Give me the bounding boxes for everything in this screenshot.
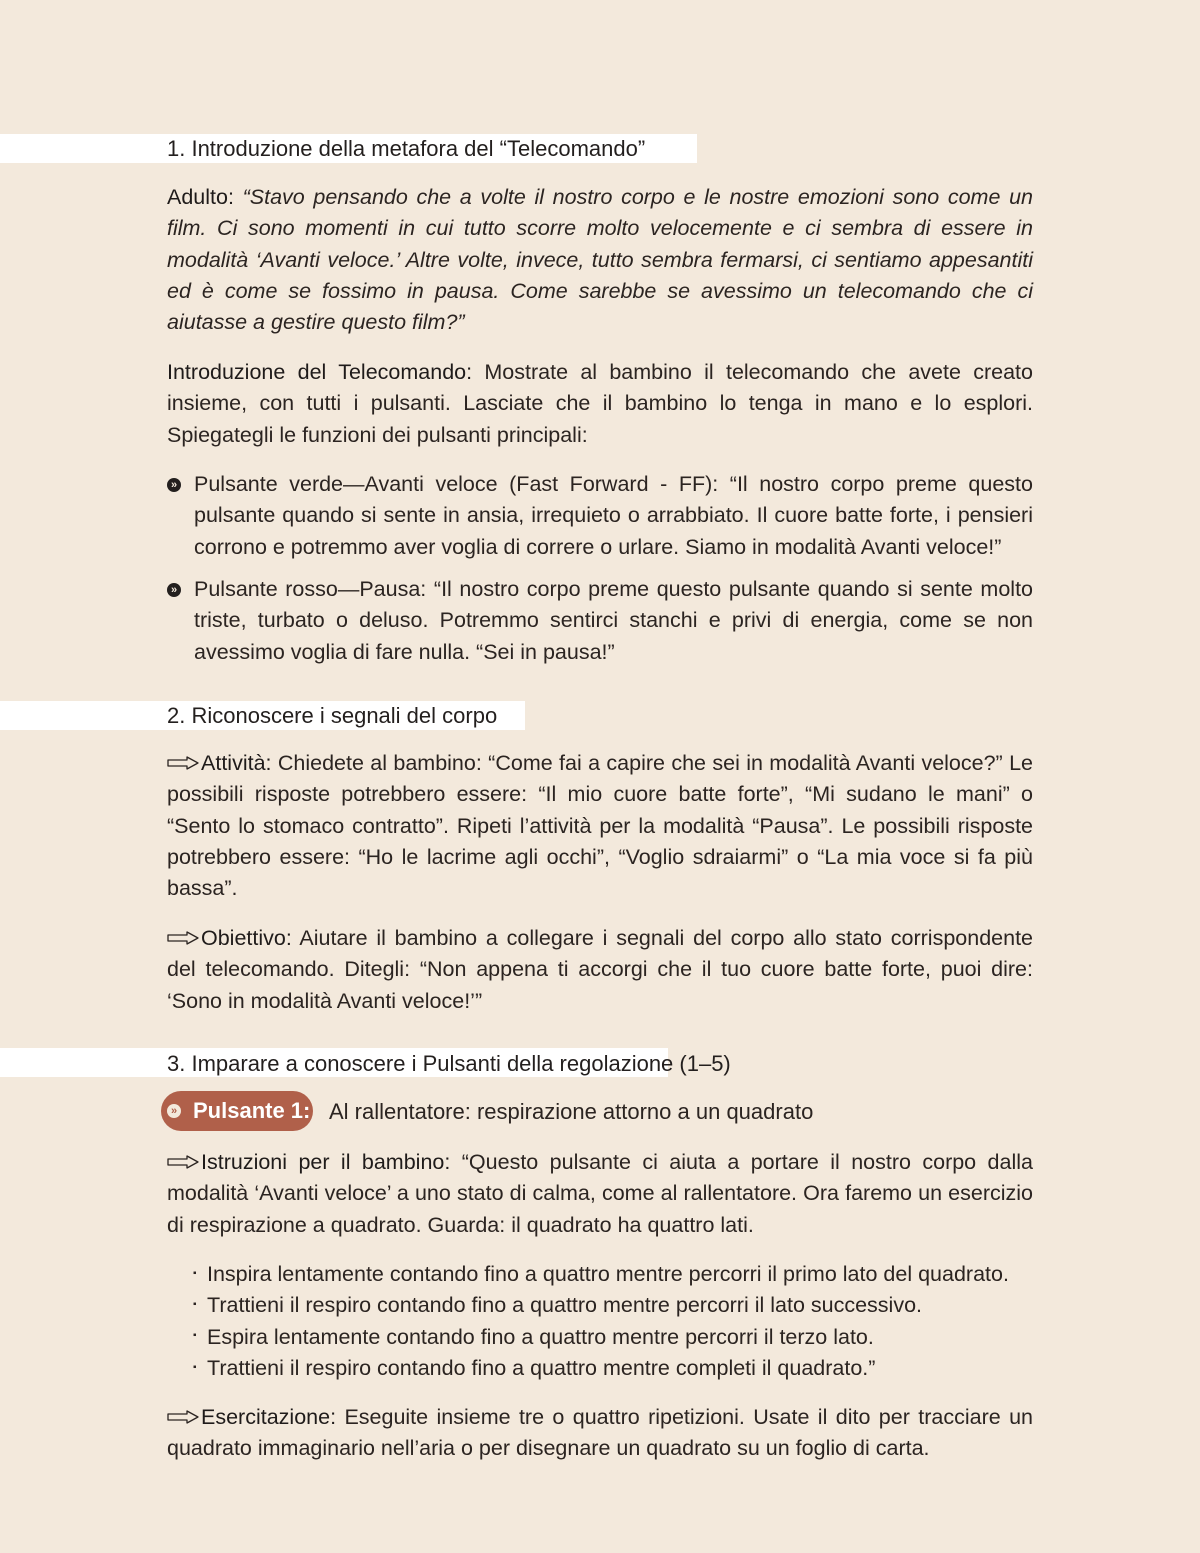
outline-arrow-icon	[167, 1410, 199, 1424]
bullet-red-button	[194, 574, 1033, 668]
outline-arrow-icon	[167, 756, 199, 770]
instructions-paragraph	[167, 1147, 1033, 1241]
outline-arrow-icon	[167, 1155, 199, 1169]
goal-label: Obiettivo:	[201, 926, 292, 950]
chevron-bullet-icon: »	[167, 583, 181, 597]
adult-label: Adulto:	[167, 185, 234, 209]
list-item: ▪ Trattieni il respiro contando fino a quattro mentre percorri il lato successivo.	[193, 1290, 1038, 1321]
section-3-heading: 3. Imparare a conoscere i Pulsanti della regolazione (1–5)	[167, 1051, 731, 1076]
chevron-bullet-icon: »	[167, 478, 181, 492]
exercise-text: Eseguite insieme tre o quattro ripetizioni. Usate il dito per tracciare un quadrato immaginario nell’aria o per disegnare un quadrato su un foglio di carta.	[167, 1405, 1033, 1461]
list-item: ▪ Inspira lentamente contando fino a quattro mentre percorri il primo lato del quadrato.	[193, 1259, 1038, 1290]
bullet-text: “Il nostro corpo preme questo pulsante quando si sente molto triste, turbato o deluso. Potremmo sentirci stanchi e privi di energia, come se non avessimo voglia di fare nulla. “Sei in pausa!”	[194, 577, 1033, 664]
instructions-text: “Questo pulsante ci aiuta a portare il nostro corpo dalla modalità ‘Avanti veloce’ a uno stato di calma, come al rallentatore. Ora faremo un esercizio di respirazione a quadrato. Guarda: il quadrato ha quattro lati.	[167, 1150, 1033, 1237]
intro-text: Mostrate al bambino il telecomando che avete creato insieme, con tutti i pulsanti. Lasciate che il bambino lo tenga in mano e lo esplori. Spiegategli le funzioni dei pulsanti principali:	[167, 360, 1033, 447]
activity-label: Attività:	[201, 751, 272, 775]
goal-text: Aiutare il bambino a collegare i segnali del corpo allo stato corrispondente del telecomando. Ditegli: “Non appena ti accorgi che il tuo cuore batte forte, puoi dire: ‘Sono in modalità Avanti veloce!’”	[167, 926, 1033, 1013]
exercise-label: Esercitazione:	[201, 1405, 337, 1429]
outline-arrow-icon	[167, 931, 199, 945]
instructions-label: Istruzioni per il bambino:	[201, 1150, 451, 1174]
section-1-heading: 1. Introduzione della metafora del “Telecomando”	[167, 136, 646, 161]
intro-paragraph	[167, 357, 1033, 451]
section-2-heading: 2. Riconoscere i segnali del corpo	[167, 703, 498, 728]
chevron-bullet-icon: »	[167, 1104, 181, 1118]
activity-text: Chiedete al bambino: “Come fai a capire che sei in modalità Avanti veloce?” Le possibili risposte potrebbero essere: “Il mio cuore batte forte”, “Mi sudano le mani” o “Sento lo stomaco contratto”. Ripeti l’attività per la modalità “Pausa”. Le possibili risposte potrebbero essere: “Ho le lacrime agli occhi”, “Voglio sdraiarmi” o “La mia voce si fa più bassa”.	[167, 751, 1033, 901]
exercise-paragraph	[167, 1402, 1033, 1465]
list-item: ▪ Espira lentamente contando fino a quattro mentre percorri il terzo lato.	[193, 1322, 1038, 1353]
intro-label: Introduzione del Telecomando:	[167, 360, 473, 384]
adult-quote: “Stavo pensando che a volte il nostro corpo e le nostre emozioni sono come un film. Ci sono momenti in cui tutto scorre molto velocemente e ci sembra di essere in modalità ‘Avanti veloce.’ Altre volte, invece, tutto sembra fermarsi, ci sentiamo appesantiti ed è come se fossimo in pausa. Come sarebbe se avessimo un telecomando che ci aiutasse a gestire questo film?”	[167, 185, 1033, 335]
bullet-label: Pulsante verde—Avanti veloce (Fast Forward - FF):	[194, 472, 719, 496]
button-1-pill	[161, 1091, 313, 1131]
activity-paragraph	[167, 748, 1033, 904]
bullet-label: Pulsante rosso—Pausa:	[194, 577, 427, 601]
goal-paragraph	[167, 923, 1033, 1017]
bullet-text: “Il nostro corpo preme questo pulsante quando si sente in ansia, irrequieto o arrabbiato. Il cuore batte forte, i pensieri corrono e potremmo aver voglia di correre o urlare. Siamo in modalità Avanti veloce!”	[194, 472, 1033, 559]
bullet-green-button	[194, 469, 1033, 563]
pill-description: Al rallentatore: respirazione attorno a un quadrato	[329, 1099, 814, 1124]
breathing-steps-list	[193, 1259, 1038, 1384]
adult-paragraph	[167, 182, 1033, 338]
list-item: ▪ Trattieni il respiro contando fino a quattro mentre completi il quadrato.”	[193, 1353, 1038, 1384]
pill-label: Pulsante 1:	[193, 1098, 311, 1123]
